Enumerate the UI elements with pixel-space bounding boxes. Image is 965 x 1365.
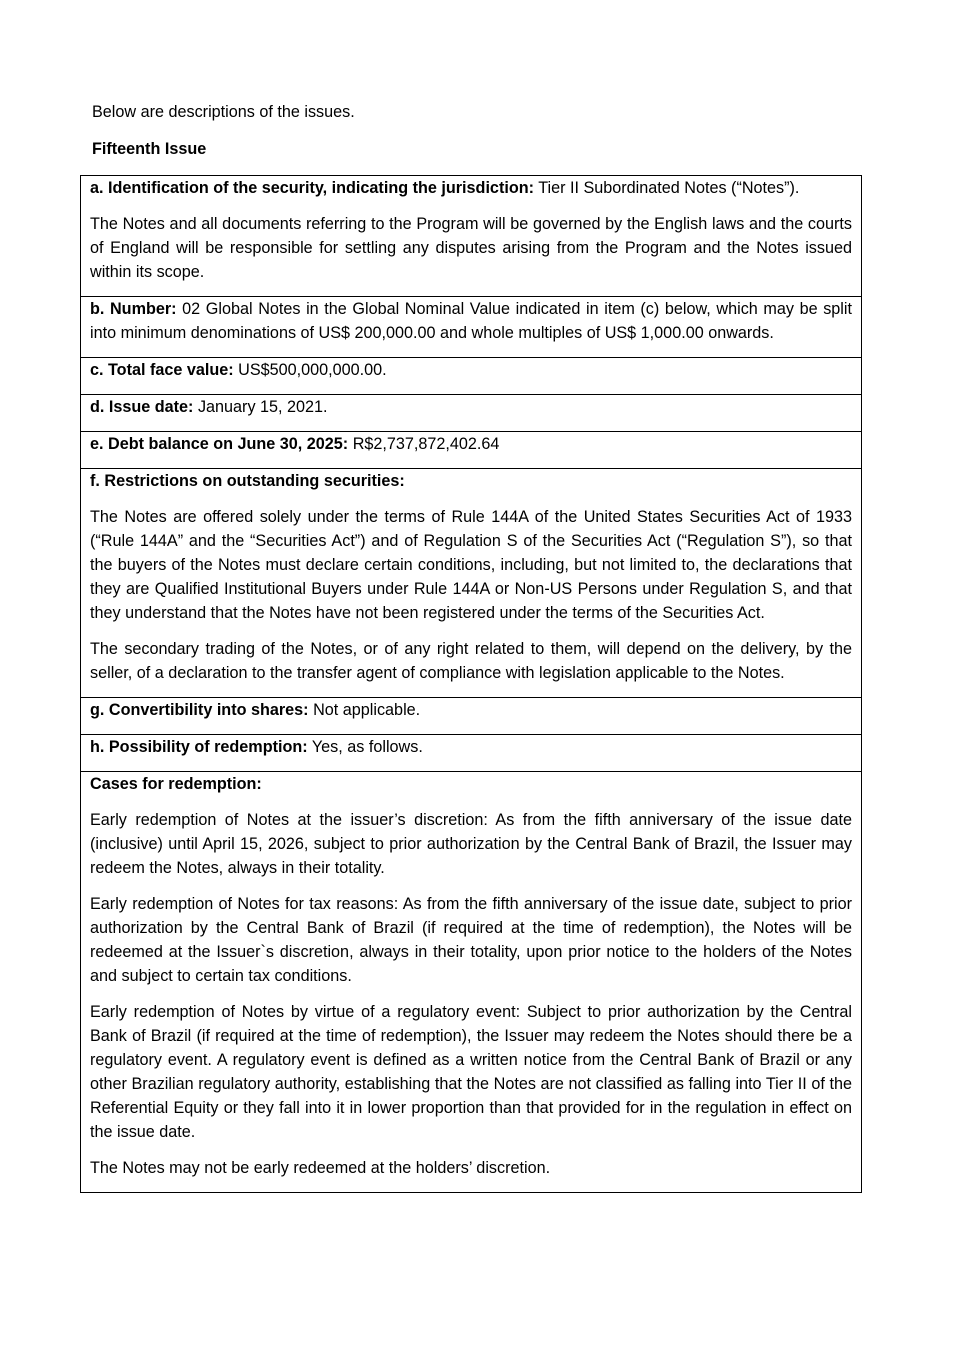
redemption-cases-label: Cases for redemption: xyxy=(90,775,262,793)
redemption-possibility-line xyxy=(90,735,852,759)
row-issue-date xyxy=(81,394,861,431)
issue-date-label: d. Issue date: xyxy=(90,398,194,416)
restrictions-label-line xyxy=(90,469,852,493)
total-face-value-value: US$500,000,000.00. xyxy=(233,361,387,379)
total-face-value-line xyxy=(90,358,852,382)
identification-label: a. Identification of the security, indicating the jurisdiction: xyxy=(90,179,534,197)
debt-balance-value: R$2,737,872,402.64 xyxy=(348,435,500,453)
redemption-holders-note: The Notes may not be early redeemed at the holders’ discretion. xyxy=(90,1159,551,1177)
identification-value: Tier II Subordinated Notes (“Notes”). xyxy=(534,179,800,197)
convertibility-label: g. Convertibility into shares: xyxy=(90,701,309,719)
row-convertibility xyxy=(81,697,861,734)
redemption-case-tax-reasons: Early redemption of Notes for tax reasons: As from the fifth anniversary of the issue date, subject to prior authorization by the Central Bank of Brazil (if required at the time of redemption), the Notes will be redeemed at the Issuer`s discretion, always in their totality, upon prior notice to the holders of the Notes and subject to certain tax conditions. xyxy=(90,895,852,985)
row-redemption-possibility xyxy=(81,734,861,771)
identification-line xyxy=(90,176,852,200)
debt-balance-line xyxy=(90,432,852,456)
restrictions-label: f. Restrictions on outstanding securities: xyxy=(90,472,405,490)
issue-details-table xyxy=(80,175,862,1193)
row-total-face-value xyxy=(81,357,861,394)
debt-balance-label: e. Debt balance on June 30, 2025: xyxy=(90,435,349,453)
restrictions-paragraph-1: The Notes are offered solely under the terms of Rule 144A of the United States Securities Act of 1933 (“Rule 144A” and the “Securities Act”) and of Regulation S of the Securities Act (“Regulation S”), so that the buyers of the Notes must declare certain conditions, including, but not limited to, the declarations that they are Qualified Institutional Buyers under Rule 144A or Non-US Persons under Regulation S, and that they understand that the Notes have not been registered under the terms of the Securities Act. xyxy=(90,508,852,622)
number-label: b. Number: xyxy=(90,300,177,318)
restrictions-paragraph-2: The secondary trading of the Notes, or of any right related to them, will depend on the delivery, by the seller, of a declaration to the transfer agent of compliance with legislation applicable to the Notes. xyxy=(90,640,852,682)
issue-title: Fifteenth Issue xyxy=(92,140,207,158)
total-face-value-label: c. Total face value: xyxy=(90,361,234,379)
convertibility-line xyxy=(90,698,852,722)
redemption-case-regulatory-event: Early redemption of Notes by virtue of a regulatory event: Subject to prior authorization by the Central Bank of Brazil (if required at the time of redemption), the Issuer may redeem the Notes should there be a regulatory event. A regulatory event is defined as a written notice from the Central Bank of Brazil or any other Brazilian regulatory authority, establishing that the Notes are not classified as falling into Tier II of the Referential Equity or they fall into it in lower proportion than that provided for in the regulation in effect on the issue date. xyxy=(90,1003,852,1141)
row-restrictions xyxy=(81,468,861,697)
row-debt-balance xyxy=(81,431,861,468)
number-value: 02 Global Notes in the Global Nominal Value indicated in item (c) below, which may be split into minimum denominations of US$ 200,000.00 and whole multiples of US$ 1,000.00 onwards. xyxy=(90,300,852,342)
issue-date-line xyxy=(90,395,852,419)
issue-date-value: January 15, 2021. xyxy=(193,398,328,416)
row-identification xyxy=(81,176,861,296)
redemption-cases-label-line xyxy=(90,772,852,796)
row-number xyxy=(81,296,861,357)
number-line xyxy=(90,297,852,345)
redemption-possibility-label: h. Possibility of redemption: xyxy=(90,738,308,756)
redemption-case-issuer-discretion: Early redemption of Notes at the issuer’s discretion: As from the fifth anniversary of the issue date (inclusive) until April 15, 2026, subject to prior authorization by the Central Bank of Brazil, the Issuer may redeem the Notes, always in their totality. xyxy=(90,811,852,877)
convertibility-value: Not applicable. xyxy=(308,701,421,719)
jurisdiction-paragraph: The Notes and all documents referring to the Program will be governed by the English laws and the courts of England will be responsible for settling any disputes arising from the Program and the Notes issued within its scope. xyxy=(90,215,852,281)
row-redemption-cases xyxy=(81,771,861,1192)
intro-text: Below are descriptions of the issues. xyxy=(92,103,355,121)
redemption-possibility-value: Yes, as follows. xyxy=(307,738,423,756)
